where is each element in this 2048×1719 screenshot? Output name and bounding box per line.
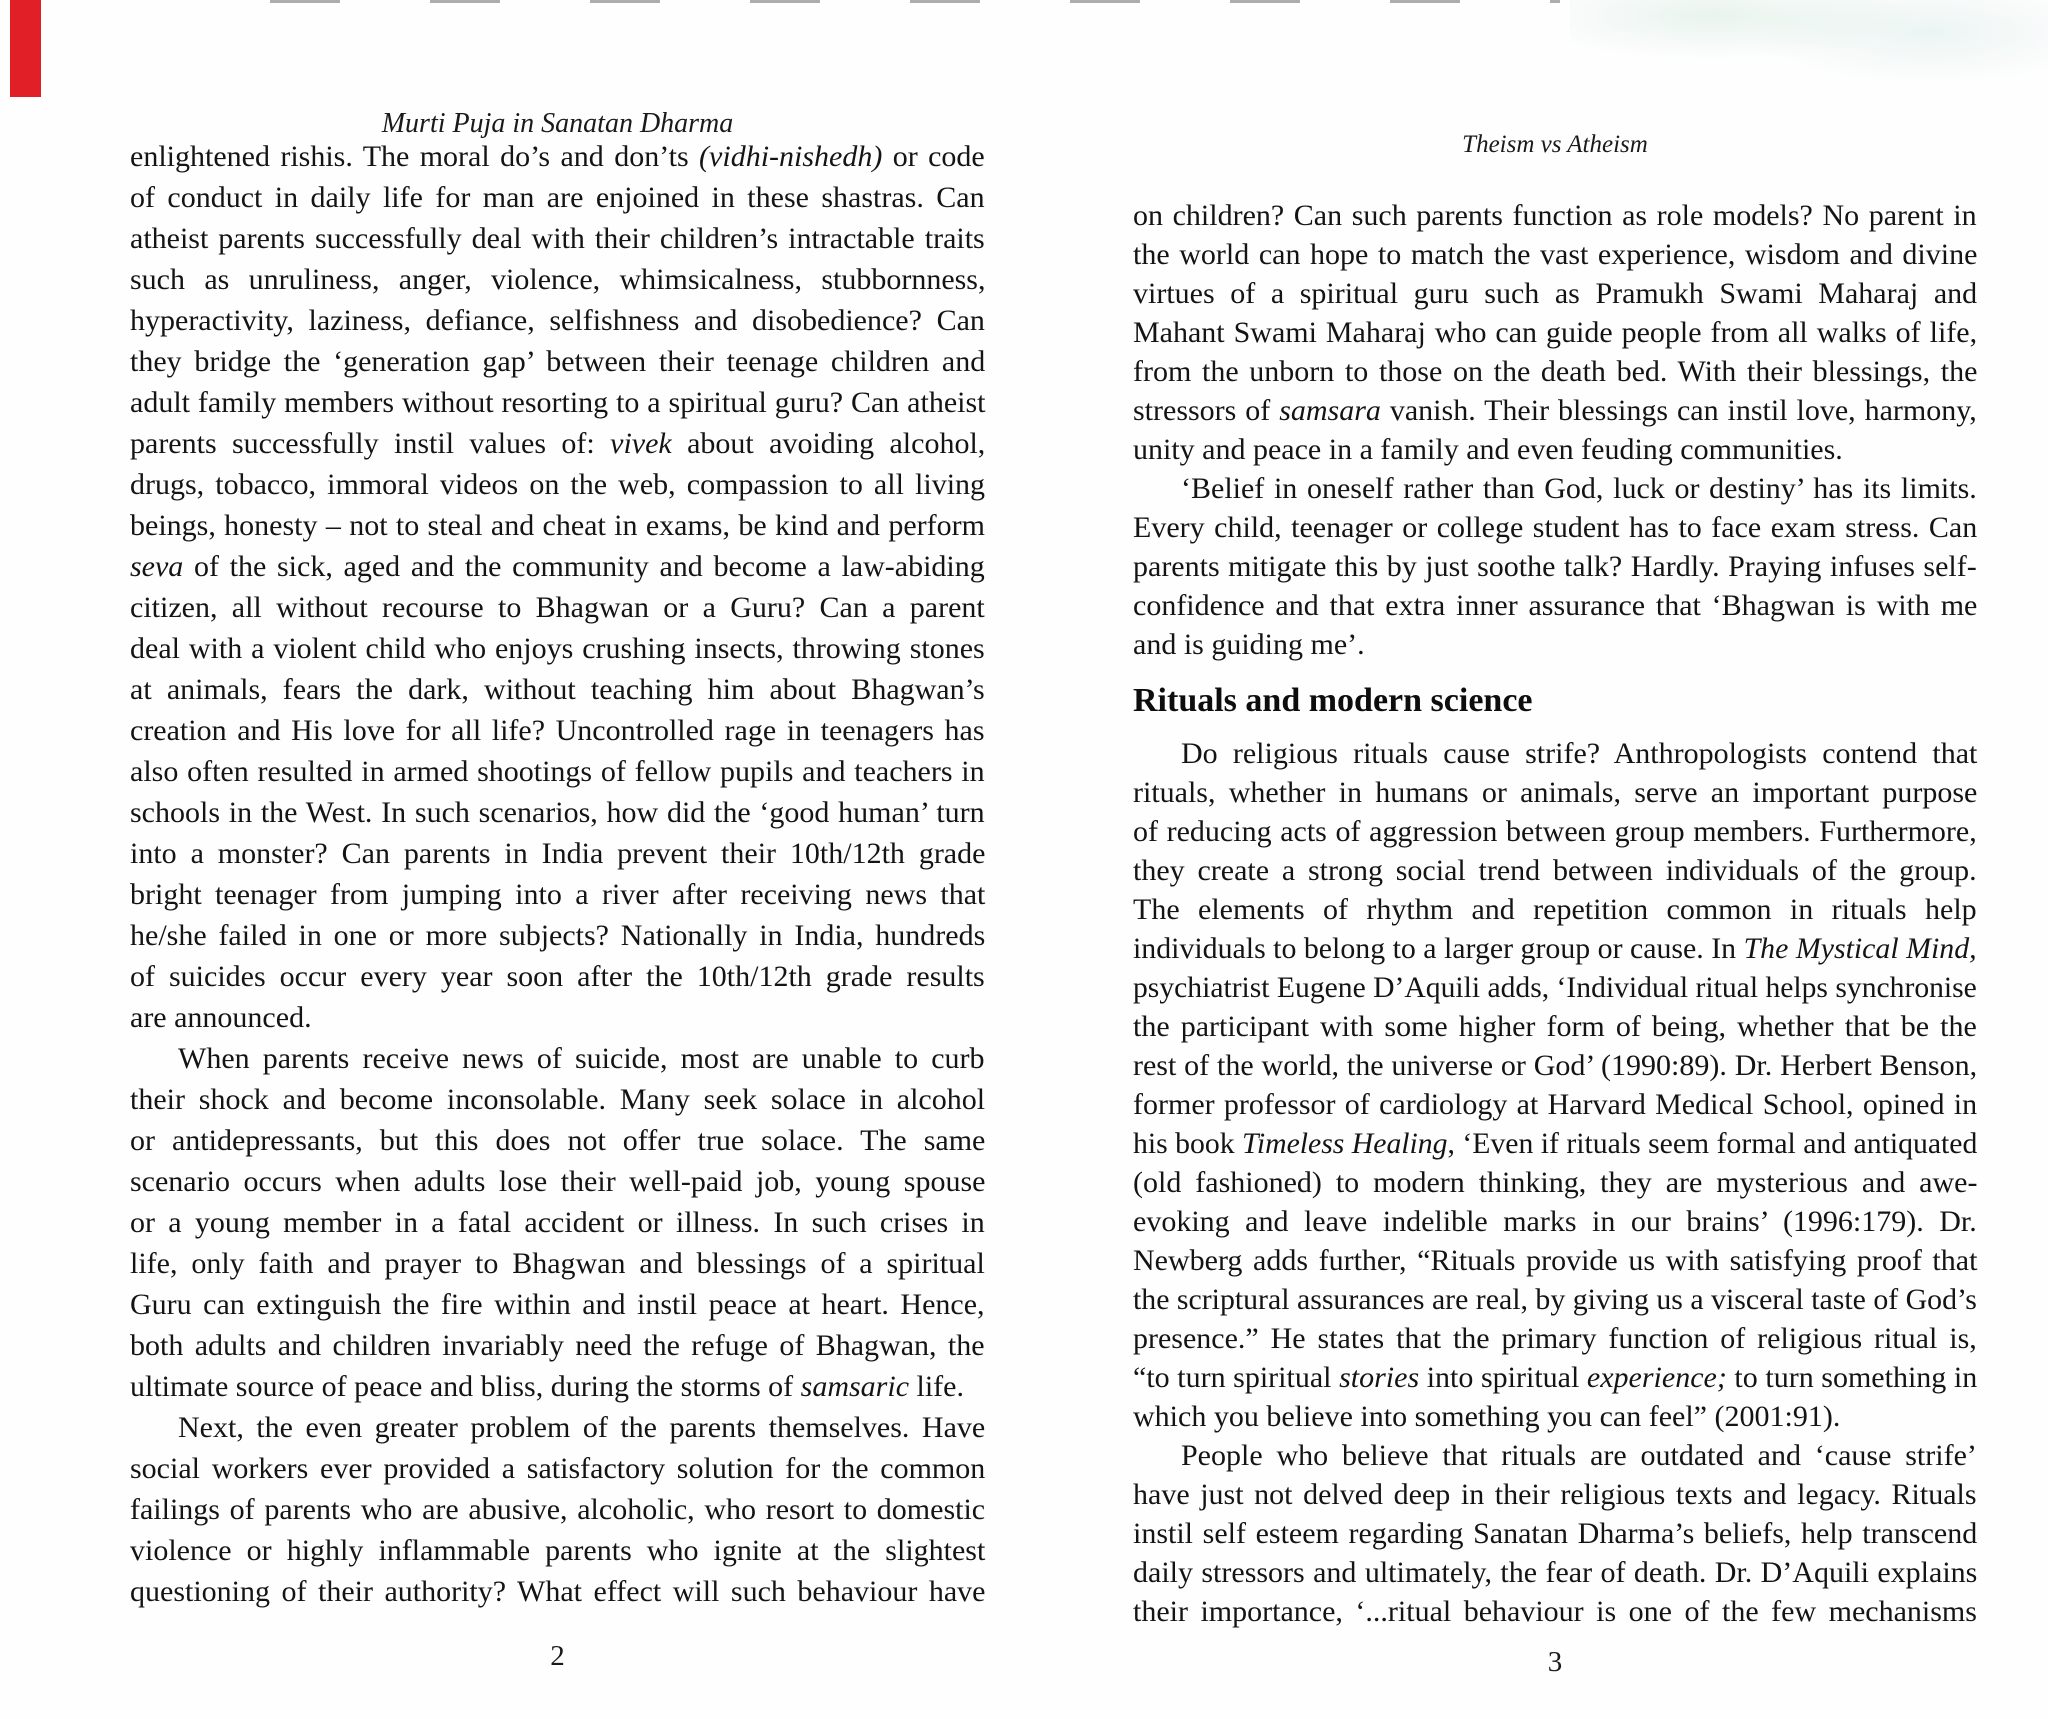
body-text-right — [1133, 196, 1977, 1631]
text-line: he/she failed in one or more subjects? Nationally in India, hundreds — [130, 919, 986, 952]
text-line: parents successfully instil values of: vivek about avoiding alcohol, — [130, 427, 986, 460]
body-text-left — [130, 136, 985, 1612]
text-line: of conduct in daily life for man are enjoined in these shastras. Can — [130, 181, 985, 214]
text-line: daily stressors and ultimately, the fear of death. Dr. D’Aquili explains — [1133, 1556, 1978, 1589]
text-line: Do religious rituals cause strife? Anthropologists contend that — [1181, 737, 1978, 770]
text-line: parents mitigate this by just soothe talk? Hardly. Praying infuses self- — [1133, 550, 1977, 583]
text-line: Next, the even greater problem of the parents themselves. Have — [178, 1411, 986, 1444]
text-line: (old fashioned) to modern thinking, they are mysterious and awe- — [1133, 1166, 1978, 1199]
text-line: questioning of their authority? What effect will such behaviour have — [130, 1575, 986, 1608]
text-line: at animals, fears the dark, without teaching him about Bhagwan’s — [130, 673, 985, 706]
scan-smudge-artifact — [1570, 0, 2048, 80]
text-line: seva of the sick, aged and the community and become a law-abiding — [130, 550, 985, 583]
text-line: People who believe that rituals are outdated and ‘cause strife’ — [1181, 1439, 1977, 1472]
section-heading: Rituals and modern science — [1133, 682, 1533, 719]
text-line: or a young member in a fatal accident or illness. In such crises in — [130, 1206, 985, 1239]
text-line: bright teenager from jumping into a river after receiving news that — [130, 878, 986, 911]
page-number-left: 2 — [550, 1640, 565, 1672]
text-line: which you believe into something you can feel” (2001:91). — [1133, 1400, 1841, 1433]
text-line: are announced. — [130, 1001, 312, 1034]
text-line: ultimate source of peace and bliss, during the storms of samsaric life. — [130, 1370, 964, 1403]
text-line: virtues of a spiritual guru such as Pramukh Swami Maharaj and — [1133, 277, 1978, 310]
text-line: also often resulted in armed shootings of fellow pupils and teachers in — [130, 755, 985, 788]
text-line: Guru can extinguish the fire within and instil peace at heart. Hence, — [130, 1288, 985, 1321]
text-line: or antidepressants, but this does not offer true solace. The same — [130, 1124, 986, 1157]
text-line: individuals to belong to a larger group or cause. In The Mystical Mind, — [1133, 932, 1977, 965]
text-line: deal with a violent child who enjoys crushing insects, throwing stones — [130, 632, 985, 665]
red-bookmark-mark — [10, 0, 41, 97]
text-line: into a monster? Can parents in India prevent their 10th/12th grade — [130, 837, 986, 870]
running-header-left: Murti Puja in Sanatan Dharma — [381, 108, 734, 139]
text-line: presence.” He states that the primary function of religious ritual is, — [1133, 1322, 1977, 1355]
text-line: unity and peace in a family and even feuding communities. — [1133, 433, 1843, 466]
text-line: ‘Belief in oneself rather than God, luck or destiny’ has its limits. — [1181, 472, 1977, 505]
page-number-right: 3 — [1547, 1646, 1563, 1678]
scan-edge-artifact — [270, 0, 1560, 3]
text-line: schools in the West. In such scenarios, how did the ‘good human’ turn — [130, 796, 985, 829]
text-line: the participant with some higher form of being, whether that be the — [1133, 1010, 1977, 1043]
text-line: rituals, whether in humans or animals, serve an important purpose — [1133, 776, 1978, 809]
text-line: atheist parents successfully deal with their children’s intractable traits — [130, 222, 985, 255]
text-line: “to turn spiritual stories into spiritual experience; to turn something in — [1133, 1361, 1978, 1394]
text-line: scenario occurs when adults lose their well-paid job, young spouse — [130, 1165, 986, 1198]
text-line: the world can hope to match the vast experience, wisdom and divine — [1133, 238, 1978, 271]
text-line: of reducing acts of aggression between group members. Furthermore, — [1133, 815, 1977, 848]
text-line: his book Timeless Healing, ‘Even if rituals seem formal and antiquated — [1133, 1127, 1978, 1160]
text-line: their importance, ‘...ritual behaviour is one of the few mechanisms — [1133, 1595, 1977, 1628]
text-line: they create a strong social trend between individuals of the group. — [1133, 854, 1977, 887]
text-line: adult family members without resorting to a spiritual guru? Can atheist — [130, 386, 986, 419]
text-line: former professor of cardiology at Harvard Medical School, opined in — [1133, 1088, 1978, 1121]
text-line: such as unruliness, anger, violence, whimsicalness, stubbornness, — [130, 263, 986, 296]
text-line: and is guiding me’. — [1133, 628, 1365, 661]
text-line: have just not delved deep in their religious texts and legacy. Rituals — [1133, 1478, 1977, 1511]
text-line: psychiatrist Eugene D’Aquili adds, ‘Individual ritual helps synchronise — [1133, 971, 1977, 1004]
text-line: instil self esteem regarding Sanatan Dharma’s beliefs, help transcend — [1133, 1517, 1978, 1550]
text-line: on children? Can such parents function as role models? No parent in — [1133, 199, 1977, 232]
text-line: both adults and children invariably need the refuge of Bhagwan, the — [130, 1329, 985, 1362]
text-line: stressors of samsara vanish. Their blessings can instil love, harmony, — [1133, 394, 1977, 427]
text-line: the scriptural assurances are real, by giving us a visceral taste of God’s — [1133, 1283, 1977, 1316]
text-line: confidence and that extra inner assurance that ‘Bhagwan is with me — [1133, 589, 1978, 622]
text-line: hyperactivity, laziness, defiance, selfishness and disobedience? Can — [130, 304, 985, 337]
text-line: their shock and become inconsolable. Many seek solace in alcohol — [130, 1083, 986, 1116]
text-line: beings, honesty – not to steal and cheat in exams, be kind and perform — [130, 509, 985, 542]
text-line: creation and His love for all life? Uncontrolled rage in teenagers has — [130, 714, 985, 747]
text-line: The elements of rhythm and repetition common in rituals help — [1133, 893, 1977, 926]
text-line: rest of the world, the universe or God’ (1990:89). Dr. Herbert Benson, — [1133, 1049, 1978, 1082]
text-line: Every child, teenager or college student has to face exam stress. Can — [1133, 511, 1978, 544]
text-line: drugs, tobacco, immoral videos on the web, compassion to all living — [130, 468, 986, 501]
text-line: When parents receive news of suicide, most are unable to curb — [178, 1042, 985, 1075]
text-line: social workers ever provided a satisfactory solution for the common — [130, 1452, 986, 1485]
text-line: from the unborn to those on the death bed. With their blessings, the — [1133, 355, 1978, 388]
text-line: Newberg adds further, “Rituals provide us with satisfying proof that — [1133, 1244, 1978, 1277]
running-header-right: Theism vs Atheism — [1462, 131, 1648, 158]
text-line: enlightened rishis. The moral do’s and don’ts (vidhi-nishedh) or code — [130, 140, 985, 173]
text-line: evoking and leave indelible marks in our brains’ (1996:179). Dr. — [1133, 1205, 1977, 1238]
text-line: life, only faith and prayer to Bhagwan and blessings of a spiritual — [130, 1247, 985, 1280]
text-line: citizen, all without recourse to Bhagwan or a Guru? Can a parent — [130, 591, 985, 624]
text-line: Mahant Swami Maharaj who can guide people from all walks of life, — [1133, 316, 1978, 349]
text-line: failings of parents who are abusive, alcoholic, who resort to domestic — [130, 1493, 986, 1526]
text-line: violence or highly inflammable parents who ignite at the slightest — [130, 1534, 986, 1567]
text-line: they bridge the ‘generation gap’ between their teenage children and — [130, 345, 986, 378]
text-line: of suicides occur every year soon after the 10th/12th grade results — [130, 960, 985, 993]
